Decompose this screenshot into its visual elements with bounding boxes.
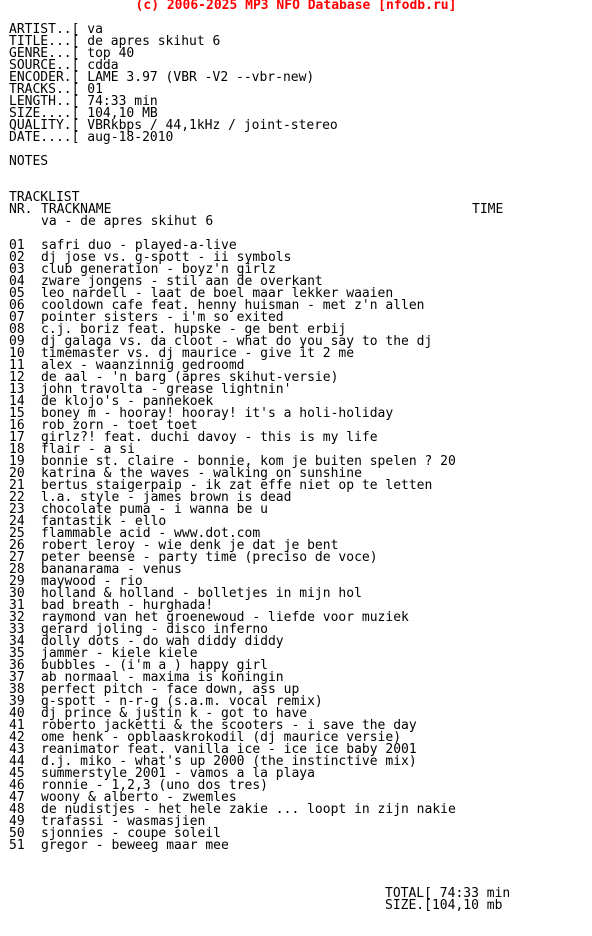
track-title: g-spott - n-r-g (s.a.m. vocal remix): [41, 694, 323, 709]
album-title: va - de apres skihut 6: [41, 214, 214, 229]
track-title: roberto jacketti & the scooters - i save the day: [41, 718, 417, 733]
track-title: ab normaal - maxima is koningin: [41, 670, 284, 685]
track-title: de klojo's - pannekoek: [41, 394, 214, 409]
track-number: 27: [9, 550, 25, 565]
col-trackname: TRACKNAME: [41, 202, 112, 217]
track-title: woony & alberto - zwemles: [41, 790, 237, 805]
track-title: raymond van het groenewoud - liefde voor muziek: [41, 610, 409, 625]
track-number: 14: [9, 394, 25, 409]
track-number: 26: [9, 538, 25, 553]
track-number: 23: [9, 502, 25, 517]
info-row: [9, 132, 589, 144]
info-label: TITLE...[: [9, 34, 80, 49]
info-value: cdda: [87, 58, 119, 73]
info-label: ENCODER.[: [9, 70, 80, 85]
notes-label: NOTES: [9, 154, 49, 169]
track-number: 34: [9, 634, 25, 649]
info-label: LENGTH..[: [9, 94, 80, 109]
track-list: [9, 240, 589, 852]
track-title: bertus staigerpaip - ik zat effe niet op te letten: [41, 478, 433, 493]
nfo-document: [9, 24, 589, 852]
info-value: VBRkbps / 44,1kHz / joint-stereo: [87, 118, 338, 133]
info-value: va: [87, 22, 103, 37]
info-value: de apres skihut 6: [87, 34, 221, 49]
track-title: maywood - rio: [41, 574, 143, 589]
track-number: 48: [9, 802, 25, 817]
track-number: 38: [9, 682, 25, 697]
track-title: safri duo - played-a-live: [41, 238, 237, 253]
track-number: 51: [9, 838, 25, 853]
info-value: 01: [87, 82, 103, 97]
track-title: c.j. boriz feat. hupske - ge bent erbij: [41, 322, 347, 337]
track-number: 15: [9, 406, 25, 421]
track-number: 01: [9, 238, 25, 253]
track-number: 28: [9, 562, 25, 577]
track-title: sjonnies - coupe soleil: [41, 826, 222, 841]
track-number: 13: [9, 382, 25, 397]
track-title: bananarama - venus: [41, 562, 182, 577]
totals-block: [385, 888, 510, 912]
track-number: 07: [9, 310, 25, 325]
track-number: 04: [9, 274, 25, 289]
track-title: dj prince & justin k - got to have: [41, 706, 308, 721]
track-number: 47: [9, 790, 25, 805]
track-number: 11: [9, 358, 25, 373]
info-value: 74:33 min: [87, 94, 158, 109]
track-number: 12: [9, 370, 25, 385]
track-title: peter beense - party time (preciso de voce): [41, 550, 378, 565]
track-title: boney m - hooray! hooray! it's a holi-holiday: [41, 406, 394, 421]
track-number: 35: [9, 646, 25, 661]
track-number: 37: [9, 670, 25, 685]
track-title: flammable acid - www.dot.com: [41, 526, 261, 541]
track-number: 39: [9, 694, 25, 709]
info-label: SIZE....[: [9, 106, 80, 121]
track-number: 40: [9, 706, 25, 721]
track-title: chocolate puma - i wanna be u: [41, 502, 268, 517]
info-label: SOURCE..[: [9, 58, 80, 73]
info-label: ARTIST..[: [9, 22, 80, 37]
track-number: 24: [9, 514, 25, 529]
track-number: 19: [9, 454, 25, 469]
track-title: bonnie st. claire - bonnie, kom je buiten spelen ? 20: [41, 454, 456, 469]
track-title: summerstyle 2001 - vamos a la playa: [41, 766, 315, 781]
track-title: jammer - kiele kiele: [41, 646, 198, 661]
track-row: [9, 840, 589, 852]
track-number: 05: [9, 286, 25, 301]
track-number: 02: [9, 250, 25, 265]
track-number: 22: [9, 490, 25, 505]
track-title: fantastik - ello: [41, 514, 167, 529]
track-number: 03: [9, 262, 25, 277]
track-title: gregor - beweeg maar mee: [41, 838, 229, 853]
track-number: 20: [9, 466, 25, 481]
track-number: 29: [9, 574, 25, 589]
track-number: 45: [9, 766, 25, 781]
track-title: bad breath - hurghada!: [41, 598, 214, 613]
track-number: 32: [9, 610, 25, 625]
track-number: 21: [9, 478, 25, 493]
track-number: 09: [9, 334, 25, 349]
total-length: TOTAL[ 74:33 min: [385, 886, 511, 901]
track-number: 36: [9, 658, 25, 673]
track-title: pointer sisters - i'm so exited: [41, 310, 284, 325]
track-title: gerard joling - disco inferno: [41, 622, 268, 637]
track-title: holland & holland - bolletjes in mijn hol: [41, 586, 362, 601]
track-number: 50: [9, 826, 25, 841]
info-label: QUALITY.[: [9, 118, 80, 133]
track-title: d.j. miko - what's up 2000 (the instinctive mix): [41, 754, 417, 769]
info-value: aug-18-2010: [87, 130, 174, 145]
track-title: trafassi - wasmasjien: [41, 814, 206, 829]
track-number: 16: [9, 418, 25, 433]
track-title: robert leroy - wie denk je dat je bent: [41, 538, 339, 553]
total-size: SIZE.[104,10 mb: [385, 898, 503, 913]
col-nr: NR.: [9, 202, 33, 217]
info-value: 104,10 MB: [87, 106, 158, 121]
track-number: 33: [9, 622, 25, 637]
track-number: 44: [9, 754, 25, 769]
track-title: flair - a si: [41, 442, 135, 457]
track-title: ome henk - opblaaskrokodil (dj maurice versie): [41, 730, 402, 745]
track-title: leo nardell - laat de boel maar lekker waaien: [41, 286, 394, 301]
track-number: 08: [9, 322, 25, 337]
track-number: 46: [9, 778, 25, 793]
track-number: 25: [9, 526, 25, 541]
info-value: LAME 3.97 (VBR -V2 --vbr-new): [87, 70, 315, 85]
track-title: bubbles - (i'm a ) happy girl: [41, 658, 268, 673]
site-header-link[interactable]: (c) 2006-2025 MP3 NFO Database [nfodb.ru]: [135, 0, 457, 13]
track-title: dolly dots - do wah diddy diddy: [41, 634, 284, 649]
track-number: 18: [9, 442, 25, 457]
track-title: katrina & the waves - walking on sunshine: [41, 466, 362, 481]
info-value: top 40: [87, 46, 135, 61]
track-title: timemaster vs. dj maurice - give it 2 me: [41, 346, 355, 361]
track-title: alex - waanzinnig gedroomd: [41, 358, 245, 373]
tracklist-label: TRACKLIST: [9, 190, 80, 205]
info-label: GENRE...[: [9, 46, 80, 61]
track-title: girlz?! feat. duchi davoy - this is my life: [41, 430, 378, 445]
track-title: dj jose vs. g-spott - ii symbols: [41, 250, 292, 265]
track-title: de aal - 'n barg (apres skihut-versie): [41, 370, 339, 385]
track-number: 41: [9, 718, 25, 733]
track-title: club generation - boyz'n girlz: [41, 262, 276, 277]
info-label: DATE....[: [9, 130, 80, 145]
track-title: cooldown cafe feat. henny huisman - met z'n allen: [41, 298, 425, 313]
info-label: TRACKS..[: [9, 82, 80, 97]
track-number: 06: [9, 298, 25, 313]
track-number: 17: [9, 430, 25, 445]
track-title: l.a. style - james brown is dead: [41, 490, 292, 505]
track-number: 49: [9, 814, 25, 829]
track-number: 43: [9, 742, 25, 757]
track-title: zware jongens - stil aan de overkant: [41, 274, 323, 289]
track-title: john travolta - grease lightnin': [41, 382, 292, 397]
info-block: [9, 24, 589, 144]
track-number: 10: [9, 346, 25, 361]
track-number: 42: [9, 730, 25, 745]
track-title: reanimator feat. vanilla ice - ice ice baby 2001: [41, 742, 417, 757]
col-time: TIME: [472, 202, 504, 217]
track-title: dj galaga vs. da cloot - what do you say to the dj: [41, 334, 433, 349]
track-title: ronnie - 1,2,3 (uno dos tres): [41, 778, 268, 793]
track-title: rob zorn - toet toet: [41, 418, 198, 433]
track-number: 31: [9, 598, 25, 613]
track-title: perfect pitch - face down, ass up: [41, 682, 300, 697]
track-number: 30: [9, 586, 25, 601]
track-title: de nudistjes - het hele zakie ... loopt in zijn nakie: [41, 802, 456, 817]
